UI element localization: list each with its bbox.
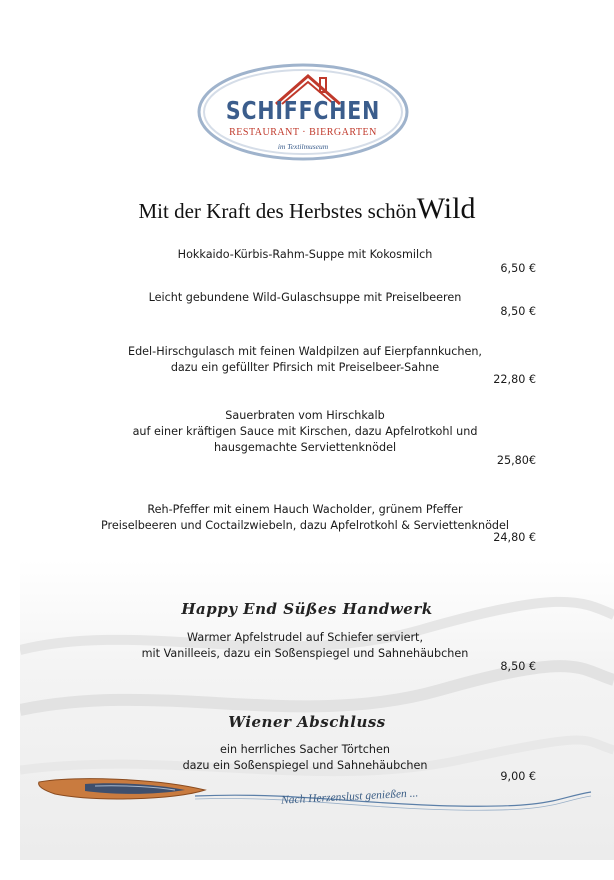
logo-brand: SCHIFFCHEN	[225, 96, 381, 125]
dish-line: hausgemachte Serviettenknödel	[213, 441, 397, 454]
dish-line: Warmer Apfelstrudel auf Schiefer serviert,	[187, 631, 423, 644]
dish-item	[90, 408, 520, 456]
dish-item	[90, 344, 520, 376]
dish-item	[70, 502, 540, 534]
dish-price: 8,50 €	[500, 305, 536, 318]
title-emphasis: Wild	[416, 192, 476, 225]
title-main: Mit der Kraft des Herbstes schön	[138, 199, 417, 223]
dish-price: 6,50 €	[500, 262, 536, 275]
dish-price: 25,80€	[496, 454, 536, 467]
dish-line: Sauerbraten vom Hirschkalb	[225, 409, 385, 422]
dish-line: auf einer kräftigen Sauce mit Kirschen, dazu Apfelrotkohl und	[132, 425, 478, 438]
dish-item	[90, 247, 520, 263]
dish-line: Reh-Pfeffer mit einem Hauch Wacholder, grünem Pfeffer	[147, 503, 463, 516]
logo-subtitle: RESTAURANT · BIERGARTEN	[229, 127, 377, 138]
dish-line: Hokkaido-Kürbis-Rahm-Suppe mit Kokosmilch	[177, 248, 433, 261]
dish-line: Preiselbeeren und Coctailzwiebeln, dazu Apfelrotkohl & Serviettenknödel	[100, 519, 510, 532]
finale-heading: Wiener Abschluss	[228, 713, 386, 731]
dish-price: 22,80 €	[493, 373, 536, 386]
menu-title	[0, 192, 614, 226]
footer-slogan: Nach Herzenslust genießen ...	[280, 787, 419, 807]
dish-price: 24,80 €	[493, 531, 536, 544]
dessert-item	[90, 630, 520, 662]
dessert-price: 8,50 €	[500, 660, 536, 673]
dish-line: Leicht gebundene Wild-Gulaschsuppe mit Preiselbeeren	[148, 291, 462, 304]
dish-item	[90, 290, 520, 306]
dish-line: dazu ein Soßenspiegel und Sahnehäubchen	[182, 759, 428, 772]
dish-line: ein herrliches Sacher Törtchen	[220, 743, 390, 756]
dish-line: Edel-Hirschgulasch mit feinen Waldpilzen auf Eierpfannkuchen,	[128, 345, 482, 358]
dessert-heading: Happy End Süßes Handwerk	[181, 600, 433, 618]
finale-price: 9,00 €	[500, 770, 536, 783]
dish-line: mit Vanilleeis, dazu ein Soßenspiegel und Sahnehäubchen	[141, 647, 469, 660]
dish-line: dazu ein gefüllter Pfirsich mit Preiselbeer-Sahne	[170, 361, 440, 374]
logo-tagline: im Textilmuseum	[277, 142, 329, 151]
